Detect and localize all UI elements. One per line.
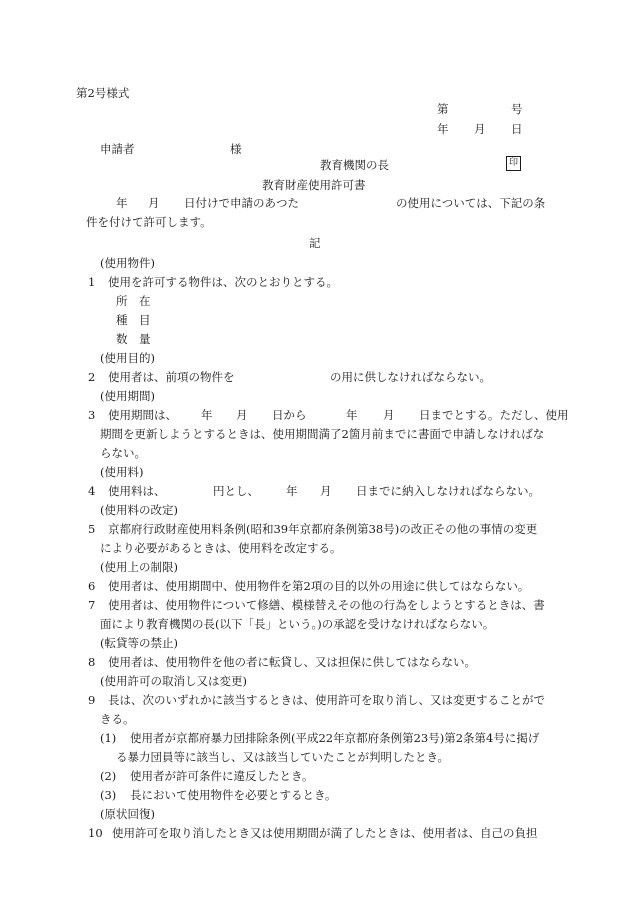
section1-text: 使用を許可する物件は、次のとおりとする。 [108,275,338,289]
section9-item1-number: (1) [100,731,117,745]
section3-from: 日から [272,408,307,422]
section2-number: 2 [88,370,96,384]
section7-line1: 使用者は、使用物件について修繕、模様替えその他の行為をしようとするときは、書 [108,598,545,612]
document-title: 教育財産使用許可書 [262,178,366,192]
section3-year2: 年 [346,408,358,422]
section9-item1-line1: 使用者が京都府暴力団排除条例(平成22年京都府条例第23号)第2条第4号に掲げ [130,731,540,745]
section6-text: 使用者は、使用期間中、使用物件を第2項の目的以外の用途に供してはならない。 [108,579,530,593]
section8-text: 使用者は、使用物件を他の者に転貸し、又は担保に供してはならない。 [108,655,476,669]
section2-text-a: 使用者は、前項の物件を [108,370,235,384]
section9-item1-line2: る暴力団員等に該当し、又は該当していたことが判明したとき。 [116,750,450,764]
section7-number: 7 [88,598,96,612]
section4-text-a: 使用料は、 [108,484,166,498]
section3-month2: 月 [383,408,395,422]
section9-item2-number: (2) [100,769,117,783]
section5-number: 5 [88,522,96,536]
section8-number: 8 [88,655,96,669]
section4-year: 年 [286,484,298,498]
section3-month1: 月 [236,408,248,422]
section8-heading: (転貸等の禁止) [100,636,178,650]
section9-line1: 長は、次のいずれかに該当するときは、使用許可を取り消し、又は変更することがで [108,693,545,707]
section7-line2: 面により教育機関の長(以下「長」という。)の承認を受けなければならない。 [100,617,495,631]
date-year-label: 年 [437,122,449,136]
section9-line2: きる。 [100,712,135,726]
intro-tail: の使用については、下記の条 [396,196,546,210]
section6-number: 6 [88,579,96,593]
section9-item3-number: (3) [100,788,117,802]
section3-line2: 期間を更新しようとするときは、使用期間満了2箇月前までに書面で申請しなければな [100,427,545,441]
applicant-honorific: 様 [230,142,242,156]
number-label-dai: 第 [437,102,449,116]
section2-text-b: の用に供しなければならない。 [330,370,491,384]
applicant-label: 申請者 [100,142,135,156]
section2-heading: (使用目的) [100,351,155,365]
issuer-title: 教育機関の長 [320,158,389,172]
section4-tail: 日までに納入しなければならない。 [356,484,540,498]
section6-heading: (使用上の制限) [100,560,178,574]
section4-month: 月 [320,484,332,498]
section3-line3: らない。 [100,446,146,460]
ki-heading: 記 [309,236,321,250]
intro-month: 月 [148,196,160,210]
section10-number: 10 [88,826,103,840]
section1-number: 1 [88,275,96,289]
section3-to: 日までとする。ただし、使用 [419,408,569,422]
section1-heading: (使用物件) [100,256,155,270]
section1-quantity: 数 量 [116,332,151,346]
section3-heading: (使用期間) [100,389,155,403]
section4-yen: 円とし、 [213,484,259,498]
date-day-label: 日 [511,122,523,136]
date-month-label: 月 [474,122,486,136]
section4-heading: (使用料) [100,465,144,479]
section4-number: 4 [88,484,96,498]
section3-text-a: 使用期間は、 [108,408,177,422]
seal-icon: 印 [506,156,521,171]
section5-line2: により必要があるときは、使用料を改定する。 [100,541,342,555]
intro-year: 年 [116,196,128,210]
section9-item3-text: 長において使用物件を必要とするとき。 [130,788,337,802]
section9-heading: (使用許可の取消し又は変更) [100,674,247,688]
section3-number: 3 [88,408,96,422]
section10-heading: (原状回復) [100,807,155,821]
section10-text: 使用許可を取り消したとき又は使用期間が満了したときは、使用者は、自己の負担 [112,826,538,840]
section1-location: 所 在 [116,294,151,308]
section5-heading: (使用料の改定) [100,503,178,517]
section3-year1: 年 [201,408,213,422]
number-label-go: 号 [511,102,523,116]
section1-type: 種 目 [116,313,151,327]
intro-line2: 件を付けて許可します。 [86,215,212,229]
intro-date-text: 日付けで申請のあつた [184,196,299,210]
form-title: 第2号様式 [76,86,130,100]
section5-line1: 京都府行政財産使用料条例(昭和39年京都府条例第38号)の改正その他の事情の変更 [108,522,538,536]
section9-number: 9 [88,693,96,707]
section9-item2-text: 使用者が許可条件に違反したとき。 [130,769,314,783]
